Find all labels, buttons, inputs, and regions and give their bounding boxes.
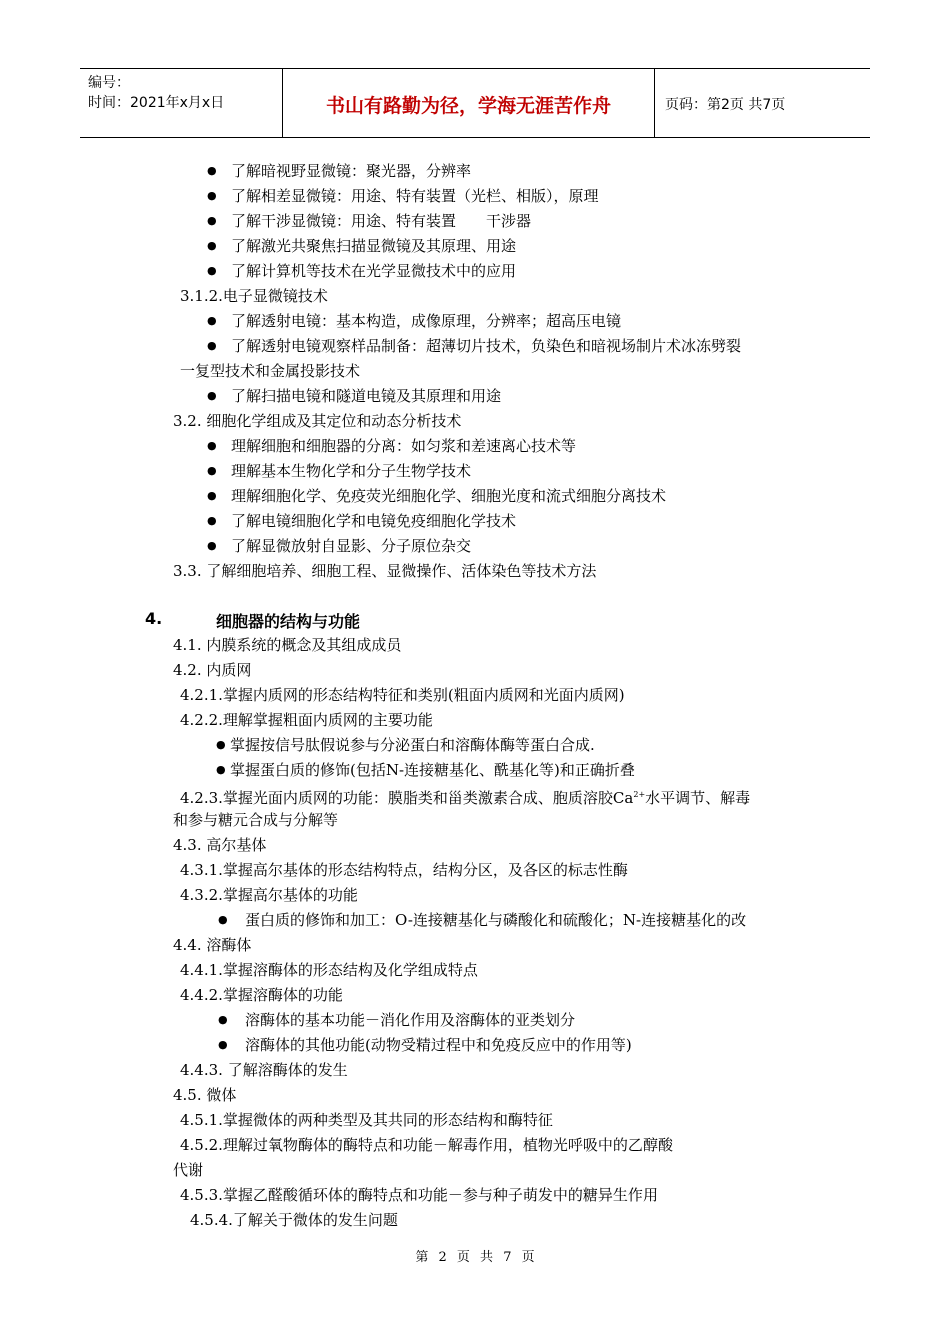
- list-item: 了解暗视野显微镜：聚光器，分辨率: [231, 162, 472, 180]
- list-item: 了解显微放射自显影、分子原位杂交: [231, 537, 472, 555]
- bullet-icon: ●: [207, 439, 217, 452]
- section-heading: 3.2. 细胞化学组成及其定位和动态分析技术: [173, 412, 462, 430]
- subsection-heading: [180, 786, 750, 807]
- list-item-continuation: 一复型技术和金属投影技术: [180, 362, 361, 380]
- subsection-heading: 4.3.1.掌握高尔基体的形态结构特点，结构分区，及各区的标志性酶: [180, 861, 628, 879]
- list-item: 理解基本生物化学和分子生物学技术: [231, 462, 472, 480]
- bullet-icon: ●: [207, 514, 217, 527]
- header-page-label: 页码：第2页 共7页: [665, 97, 786, 113]
- list-item: 了解透射电镜：基本构造，成像原理，分辨率；超高压电镜: [231, 312, 622, 330]
- bullet-icon: ●: [207, 164, 217, 177]
- bullet-icon: ●: [218, 1038, 228, 1051]
- subsection-heading: 4.5.1.掌握微体的两种类型及其共同的形态结构和酶特征: [180, 1111, 553, 1129]
- subsection-text-b: 水平调节、解毒: [645, 789, 751, 807]
- list-item: 了解扫描电镜和隧道电镜及其原理和用途: [231, 387, 502, 405]
- subsection-text-a: 4.2.3.掌握光面内质网的功能：膜脂类和甾类激素合成、胞质溶胶Ca: [180, 789, 634, 807]
- header-center-cell: [283, 69, 655, 137]
- list-item: 理解细胞和细胞器的分离：如匀浆和差速离心技术等: [231, 437, 577, 455]
- list-item: 掌握按信号肽假说参与分泌蛋白和溶酶体酶等蛋白合成.: [230, 736, 595, 754]
- document-time-label: 时间：2021年x月x日: [88, 95, 225, 111]
- subsection-heading: 4.2.2.理解掌握粗面内质网的主要功能: [180, 711, 433, 729]
- bullet-icon: ●: [207, 264, 217, 277]
- section-heading: 4.2. 内质网: [173, 661, 252, 679]
- chapter-title: 细胞器的结构与功能: [216, 612, 361, 631]
- list-item: 理解细胞化学、免疫荧光细胞化学、细胞光度和流式细胞分离技术: [231, 487, 667, 505]
- bullet-icon: ●: [207, 539, 217, 552]
- subsection-continuation: 代谢: [173, 1161, 204, 1179]
- list-item: 了解干涉显微镜：用途、特有装置 干涉器: [231, 212, 532, 230]
- subsection-heading: 4.5.4.了解关于微体的发生问题: [190, 1211, 398, 1229]
- list-item: 了解透射电镜观察样品制备：超薄切片技术，负染色和暗视场制片术冰冻劈裂: [231, 337, 742, 355]
- bullet-icon: ●: [216, 738, 226, 751]
- list-item: 溶酶体的其他功能(动物受精过程中和免疫反应中的作用等): [245, 1036, 632, 1054]
- bullet-icon: ●: [216, 763, 226, 776]
- list-item: 了解相差显微镜：用途、特有装置（光栏、相版），原理: [231, 187, 599, 205]
- header-motto: 书山有路勤为径，学海无涯苦作舟: [325, 95, 611, 117]
- list-item: 了解激光共聚焦扫描显微镜及其原理、用途: [231, 237, 517, 255]
- section-heading: 4.3. 高尔基体: [173, 836, 267, 854]
- subsection-continuation: 和参与糖元合成与分解等: [173, 811, 339, 829]
- subsection-heading: 4.4.3. 了解溶酶体的发生: [180, 1061, 348, 1079]
- subsection-heading: 4.4.1.掌握溶酶体的形态结构及化学组成特点: [180, 961, 478, 979]
- bullet-icon: ●: [218, 1013, 228, 1026]
- subsection-heading: 4.2.1.掌握内质网的形态结构特征和类别(粗面内质网和光面内质网): [180, 686, 625, 704]
- subsection-heading: 4.5.2.理解过氧物酶体的酶特点和功能－解毒作用，植物光呼吸中的乙醇酸: [180, 1136, 673, 1154]
- bullet-icon: ●: [207, 489, 217, 502]
- bullet-icon: ●: [207, 314, 217, 327]
- subsection-heading: 4.3.2.掌握高尔基体的功能: [180, 886, 358, 904]
- header-right-cell: [655, 69, 870, 137]
- page-header: [80, 68, 870, 138]
- section-heading: 4.5. 微体: [173, 1086, 237, 1104]
- section-heading: 4.1. 内膜系统的概念及其组成成员: [173, 636, 402, 654]
- list-item: 溶酶体的基本功能－消化作用及溶酶体的亚类划分: [245, 1011, 576, 1029]
- section-heading: 3.3. 了解细胞培养、细胞工程、显微操作、活体染色等技术方法: [173, 562, 597, 580]
- subsection-heading: 4.5.3.掌握乙醛酸循环体的酶特点和功能－参与种子萌发中的糖异生作用: [180, 1186, 658, 1204]
- bullet-icon: ●: [207, 189, 217, 202]
- page-footer: 第 2 页 共 7 页: [415, 1250, 535, 1265]
- subsection-heading: 4.4.2.掌握溶酶体的功能: [180, 986, 343, 1004]
- bullet-icon: ●: [218, 913, 228, 926]
- document-number-label: 编号：: [88, 75, 130, 91]
- list-item: 了解计算机等技术在光学显微技术中的应用: [231, 262, 517, 280]
- list-item: 蛋白质的修饰和加工：O-连接糖基化与磷酸化和硫酸化；N-连接糖基化的改: [245, 911, 747, 929]
- bullet-icon: ●: [207, 464, 217, 477]
- header-left-cell: [80, 69, 283, 137]
- chapter-number: 4.: [145, 609, 163, 628]
- list-item: 了解电镜细胞化学和电镜免疫细胞化学技术: [231, 512, 517, 530]
- bullet-icon: ●: [207, 214, 217, 227]
- section-heading: 4.4. 溶酶体: [173, 936, 252, 954]
- list-item: 掌握蛋白质的修饰(包括N-连接糖基化、酰基化等)和正确折叠: [230, 761, 635, 779]
- calcium-charge-superscript: 2+: [633, 790, 646, 799]
- section-heading: 3.1.2.电子显微镜技术: [180, 287, 328, 305]
- bullet-icon: ●: [207, 339, 217, 352]
- bullet-icon: ●: [207, 239, 217, 252]
- bullet-icon: ●: [207, 389, 217, 402]
